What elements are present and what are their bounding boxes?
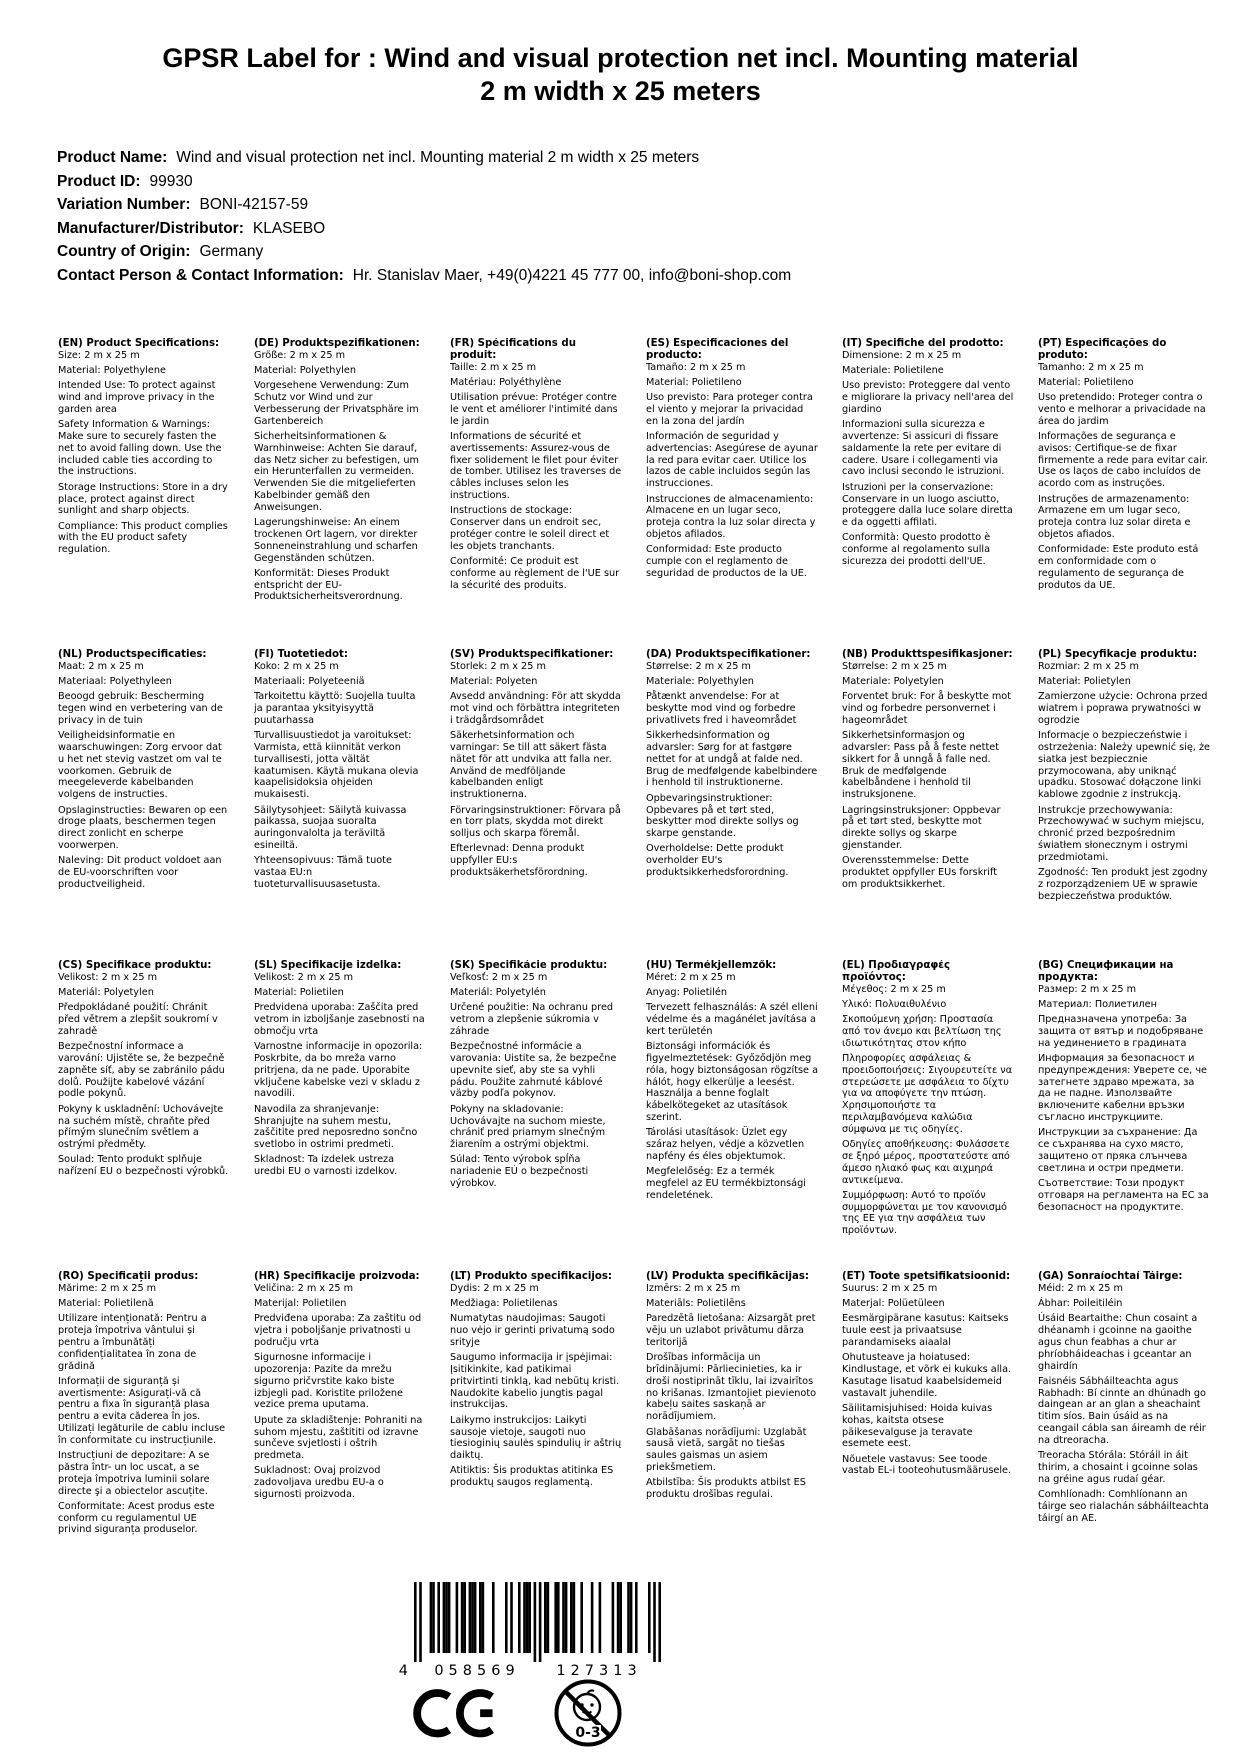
product-info-row [57,240,791,264]
spec-paragraph: Sigurnosne informacije i upozorenja: Pazite da mrežu sigurno pričvrstite kako biste izbjegli pad. Koristite priložene vezice prema uputama. [254,1352,404,1411]
language-spec-block-bg [1038,960,1210,1271]
spec-paragraph: Dydis: 2 m x 25 m [450,1282,539,1294]
language-spec-block-hu [646,960,818,1271]
spec-paragraph: Naleving: Dit product voldoet aan de EU-voorschriften voor productveiligheid. [58,855,222,890]
spec-paragraph: Predvidena uporaba: Zaščita pred vetrom in izboljšanje zasebnosti na območju vrta [254,1002,425,1037]
spec-paragraph: Instrucciones de almacenamiento: Almacene en un lugar seco, proteja contra la luz solar directa y objetos afilados. [646,493,816,540]
spec-paragraph: Istruzioni per la conservazione: Conservare in un luogo asciutto, proteggere dalla luce solare diretta e da oggetti affilati. [842,481,1013,529]
spec-paragraph: Materiál: Polyetylen [58,987,154,999]
language-spec-header: (HU) Termékjellemzők: [646,960,777,971]
spec-paragraph: Ábhar: Poileitiléin [1038,1298,1123,1310]
spec-paragraph: Skladnost: Ta izdelek ustreza uredbi EU o varnosti izdelkov. [254,1154,398,1178]
language-spec-block-fr [450,338,622,649]
product-info-value: KLASEBO [252,219,326,237]
spec-paragraph: Upute za skladištenje: Pohraniti na suhom mjestu, zaštititi od izravne sunčeve svjetlosti i oštrih predmeta. [254,1414,423,1462]
spec-paragraph: Størrelse: 2 m x 25 m [842,660,947,672]
spec-paragraph: Säilytysohjeet: Säilytä kuivassa paikassa, suojaa suoralta auringonvalolta ja teräviltä esineiltä. [254,804,407,851]
barcode [394,1582,664,1682]
language-spec-block-fi [254,649,426,960]
spec-paragraph: Material: Polietileno [1038,376,1134,388]
language-spec-block-nb [842,649,1014,960]
product-info-value: BONI-42157-59 [199,196,309,213]
language-spec-header: (EN) Product Specifications: [58,338,220,349]
language-spec-header: (IT) Specifiche del prodotto: [842,338,1004,349]
spec-paragraph: Säkerhetsinformation och varningar: Se till att säkert fästa nätet för att undvika att falla ner. Använd de medföljande kabelbanden enligt instruktionerna. [450,730,612,801]
spec-paragraph: Konformität: Dieses Produkt entspricht der EU-Produktsicherheitsverordnung. [254,567,403,603]
spec-paragraph: Conformité: Ce produit est conforme au règlement de l'UE sur la sécurité des produits. [450,556,620,591]
spec-paragraph: Velikost: 2 m x 25 m [254,971,354,983]
spec-paragraph: Drošības informācija un brīdinājumi: Pārliecinieties, ka ir droši nostiprināt tīklu, lai izvairītos no krišanas. Izmantojiet pievienoto kabeļu saites saskaņā ar norādījumiem. [646,1352,817,1423]
spec-paragraph: Material: Polyethylen [254,365,356,377]
language-spec-header: (PL) Specyfikacje produktu: [1038,649,1198,660]
language-spec-block-et [842,1271,1014,1582]
language-spec-header: (EL) Προδιαγραφές προϊόντος: [842,960,951,983]
spec-paragraph: Material: Polietileno [646,376,742,388]
spec-paragraph: Overholdelse: Dette produkt overholder EU's produktsikkerhedsforordning. [646,843,789,879]
spec-paragraph: Glabāšanas norādījumi: Uzglabāt sausā vietā, sargāt no tiešas saules gaismas un asiem priekšmetiem. [646,1426,807,1473]
spec-paragraph: Opbevaringsinstruktioner: Opbevares på et tørt sted, beskytter mod direkte sollys og skarpe genstande. [646,792,799,840]
spec-paragraph: Materiaali: Polyeteeniä [254,676,365,688]
barcode-left-digit: 4 [398,1663,408,1678]
spec-paragraph: Informacje o bezpieczeństwie i ostrzeżenia: Należy upewnić się, że siatka jest bezpiecznie przymocowana, aby uniknąć upadku. Stosować dołączone linki kablowe zgodnie z instrukcją. [1038,730,1210,801]
spec-paragraph: Οδηγίες αποθήκευσης: Φυλάσσετε σε ξηρό μέρος, προστατεύστε από άμεσο ηλιακό φως και αιχμηρά αντικείμενα. [842,1139,1010,1186]
spec-paragraph: Numatytas naudojimas: Saugoti nuo vėjo ir gerinti privatumą sodo srityje [450,1313,615,1348]
spec-paragraph: Materiale: Polyetylen [842,676,944,688]
product-info-label: Contact Person & Contact Information: [57,266,344,284]
spec-paragraph: Informations de sécurité et avertissements: Assurez-vous de fixer solidement le filet pour éviter de tomber. Utilisez les traverses de câbles incluses selon les instructions. [450,431,622,502]
product-info-row [57,193,791,217]
spec-paragraph: Bezpečnostní informace a varování: Ujistěte se, že bezpečně zapněte síť, aby se zabránilo pádu dolů. Použijte kabelové vázání podle pokynů. [58,1041,225,1100]
spec-paragraph: Sikkerhetsinformasjon og advarsler: Pass på å feste nettet sikkert for å unngå å falle ned. Bruk de medfølgende kabelbåndene i henhold til instruksjonene. [842,730,1000,801]
language-spec-block-cs [58,960,230,1271]
language-spec-header: (LV) Produkta specifikācijas: [646,1271,809,1282]
spec-paragraph: Storage Instructions: Store in a dry place, protect against direct sunlight and sharp objects. [58,481,228,517]
spec-paragraph: Storlek: 2 m x 25 m [450,660,546,672]
spec-paragraph: Instructions de stockage: Conserver dans un endroit sec, protéger contre le soleil direct et les objets tranchants. [450,505,610,552]
language-spec-header: (DE) Produktspezifikationen: [254,338,420,349]
spec-paragraph: Instruções de armazenamento: Armazene em um lugar seco, proteja contra luz solar direta e objetos afiados. [1038,493,1191,540]
spec-paragraph: Sukladnost: Ovaj proizvod zadovoljava uredbu EU-a o sigurnosti proizvoda. [254,1465,384,1501]
spec-paragraph: Velikost: 2 m x 25 m [58,971,158,983]
spec-paragraph: Eesmärgipärane kasutus: Kaitseks tuule eest ja privaatsuse parandamiseks aiaalal [842,1313,1009,1348]
spec-paragraph: Intended Use: To protect against wind and improve privacy in the garden area [58,380,216,415]
language-spec-header: (SL) Specifikacije izdelka: [254,960,402,971]
spec-paragraph: Størrelse: 2 m x 25 m [646,660,751,672]
spec-paragraph: Tamanho: 2 m x 25 m [1038,361,1144,373]
spec-paragraph: Sicherheitsinformationen & Warnhinweise: Achten Sie darauf, das Netz sicher zu befestigen, um ein Herunterfallen zu vermeiden. Verwenden Sie die mitgelieferten Kabelbinder gemäß den Anweisungen. [254,431,419,513]
spec-paragraph: Rozmiar: 2 m x 25 m [1038,660,1139,672]
language-spec-header: (SV) Produktspecifikationer: [450,649,614,660]
product-info-row [57,146,791,170]
spec-paragraph: Utilisation prévue: Protéger contre le vent et améliorer l'intimité dans le jardin [450,392,618,427]
spec-paragraph: Tarkoitettu käyttö: Suojella tuulta ja parantaa yksityisyyttä puutarhassa [254,691,416,726]
spec-paragraph: Conformidad: Este producto cumple con el reglamento de seguridad de productos de la UE. [646,544,807,579]
language-spec-header: (ES) Especificaciones del producto: [646,338,789,361]
spec-paragraph: Matériau: Polyéthylène [450,376,562,388]
spec-paragraph: Paredzētā lietošana: Aizsargāt pret vēju un uzlabot privātumu dārza teritorijā [646,1313,816,1348]
spec-paragraph: Materjal: Polüetüleen [842,1298,945,1310]
spec-paragraph: Informații de siguranță și avertismente: Asigurați-vă că pentru a fixa în siguranță plasa pentru a evita căderea în jos. Utilizați legăturile de cablu incluse în conformitate cu instrucțiunile. [58,1375,226,1446]
spec-paragraph: Určené použitie: Na ochranu pred vetrom a zlepšenie súkromia v záhrade [450,1002,614,1037]
spec-paragraph: Soulad: Tento produkt splňuje nařízení EU o bezpečnosti výrobků. [58,1154,229,1178]
spec-paragraph: Atitiktis: Šis produktas atitinka ES produktų saugos reglamentą. [450,1465,614,1489]
barcode-group1: 058569 [434,1663,520,1678]
spec-paragraph: Laikymo instrukcijos: Laikyti sausoje vietoje, saugoti nuo tiesioginių saulės spindulių ir aštrių daiktų. [450,1414,622,1462]
language-spec-header: (SK) Špecifikácie produktu: [450,960,608,971]
language-spec-header: (CS) Specifikace produktu: [58,960,212,971]
spec-paragraph: Bezpečnostné informácie a varovania: Uistite sa, že bezpečne upevnite sieť, aby ste sa vyhli pádu. Použite zahrnuté káblové väzby podľa pokynov. [450,1041,617,1100]
spec-paragraph: Материал: Полиетилен [1038,998,1157,1010]
language-spec-block-lt [450,1271,622,1582]
product-info-value: Hr. Stanislav Maer, +49(0)4221 45 777 00, info@boni-shop.com [352,266,792,284]
language-spec-block-en [58,338,230,649]
spec-paragraph: Informazioni sulla sicurezza e avvertenze: Si assicuri di fissare saldamente la rete per evitare di cadere. Usare i collegamenti via cavo inclusi secondo le istruzioni. [842,419,1005,478]
spec-paragraph: Dimensione: 2 m x 25 m [842,349,962,361]
age-warning-label: 0-3 [575,1725,601,1741]
spec-paragraph: Koko: 2 m x 25 m [254,660,339,672]
spec-paragraph: Συμμόρφωση: Αυτό το προϊόν συμμορφώνεται με τον κανονισμό της ΕΕ για την ασφάλεια των προϊόντων. [842,1189,1007,1237]
language-spec-block-lv [646,1271,818,1582]
spec-paragraph: Forventet bruk: For å beskytte mot vind og forbedre personvernet i hageområdet [842,691,1012,726]
spec-paragraph: Úsáid Beartaithe: Chun cosaint a dhéanamh i gcoinne na gaoithe agus chun feabhas a chur ar phríobháideachas i gceantar an ghairdín [1038,1313,1198,1372]
product-info-label: Variation Number: [57,196,191,213]
language-spec-block-hr [254,1271,426,1582]
spec-paragraph: Pokyny na skladovanie: Uchovávajte na suchom mieste, chrániť pred priamym slnečným žiarením a ostrými objektmi. [450,1103,606,1151]
spec-paragraph: Varnostne informacije in opozorila: Poskrbite, da bo mreža varno pritrjena, da ne pade. Uporabite vključene kabelske vezi v skladu z navodili. [254,1041,423,1100]
spec-paragraph: Μέγεθος: 2 m x 25 m [842,983,946,995]
spec-paragraph: Material: Polyeten [450,676,538,688]
spec-paragraph: Materijal: Polietilen [254,1298,347,1310]
spec-paragraph: Nõuetele vastavus: See toode vastab EL-i tooteohutusmäärusele. [842,1453,1012,1477]
spec-paragraph: Veličina: 2 m x 25 m [254,1282,354,1294]
page-title: GPSR Label for : Wind and visual protection net incl. Mounting material 2 m width x 25 meters [162,43,1079,106]
spec-paragraph: Méret: 2 m x 25 m [646,971,736,983]
product-info-label: Country of Origin: [57,243,191,260]
language-spec-header: (ET) Toote spetsifikatsioonid: [842,1271,1011,1282]
spec-paragraph: Σκοπούμενη χρήση: Προστασία από τον άνεμο και βελτίωση της ιδιωτικότητας στον κήπο [842,1014,1002,1049]
spec-paragraph: Materiale: Polietilene [842,365,944,377]
product-info-value: Wind and visual protection net incl. Mounting material 2 m width x 25 meters [176,149,700,166]
spec-paragraph: Инструкции за съхранение: Да се съхранява на сухо място, защитено от пряка слънчева светлина и остри предмети. [1038,1127,1198,1174]
language-spec-header: (LT) Produkto specifikacijos: [450,1271,612,1282]
language-spec-block-sk [450,960,622,1271]
product-info-row [57,170,791,194]
spec-paragraph: Zamierzone użycie: Ochrona przed wiatrem i poprawa prywatności w ogrodzie [1038,691,1208,726]
spec-paragraph: Izmērs: 2 m x 25 m [646,1282,741,1294]
spec-paragraph: Πληροφορίες ασφάλειας & προειδοποιήσεις: Σιγουρευτείτε να στερεώσετε με ασφάλεια το δίχτυ για να αποφύγετε την πτώση. Χρησιμοποιήστε τα περιλαμβανόμενα καλώδια σύμφωνα με τις οδηγίες. [842,1053,1013,1135]
spec-paragraph: Material: Polietilenă [58,1298,154,1310]
spec-paragraph: Предназначена употреба: За защита от вятър и подобряване на уединението в градината [1038,1014,1204,1049]
language-spec-block-nl [58,649,230,960]
spec-paragraph: Maat: 2 m x 25 m [58,660,144,672]
spec-paragraph: Suurus: 2 m x 25 m [842,1282,938,1294]
ce-mark-icon [402,1686,510,1742]
product-info-value: Germany [199,243,264,260]
spec-paragraph: Conformidade: Este produto está em conformidade com o regulamento de segurança de produtos da UE. [1038,544,1199,591]
language-spec-header: (NB) Produkttspesifikasjoner: [842,649,1013,660]
language-spec-header: (BG) Спецификации на продукта: [1038,960,1174,983]
spec-paragraph: Instrucțiuni de depozitare: A se păstra într- un loc uscat, a se proteja împotriva luminii solare directe şi a obiectelor ascuțite. [58,1450,210,1497]
spec-paragraph: Materiāls: Polietilēns [646,1298,746,1310]
spec-paragraph: Opslaginstructies: Bewaren op een droge plaats, beschermen tegen direct zonlicht en scherpe voorwerpen. [58,804,228,851]
product-info-label: Manufacturer/Distributor: [57,219,244,237]
spec-paragraph: Beoogd gebruik: Bescherming tegen wind en verbetering van de privacy in de tuin [58,691,223,726]
language-spec-block-de [254,338,426,649]
language-spec-block-sl [254,960,426,1271]
spec-paragraph: Größe: 2 m x 25 m [254,349,346,361]
spec-paragraph: Informações de segurança e avisos: Certifique-se de fixar firmemente a rede para evitar cair. Use os laços de cabo incluídos de acordo com as instruções. [1038,431,1209,490]
spec-paragraph: Avsedd användning: För att skydda mot vind och förbättra integriteten i trädgårdsområdet [450,691,621,726]
spec-paragraph: Material: Polietilen [254,987,344,999]
spec-paragraph: Megfelelőség: Ez a termék megfelel az EU termékbiztonsági rendeletének. [646,1166,806,1201]
spec-paragraph: Conformitate: Acest produs este conform cu regulamentul UE privind siguranța produselor. [58,1500,215,1536]
spec-paragraph: Lagerungshinweise: An einem trockenen Ort lagern, vor direkter Sonneneinstrahlung und scharfen Gegenständen schützen. [254,517,418,564]
language-spec-block-da [646,649,818,960]
product-info-value: 99930 [149,172,193,190]
barcode-ean13 [394,1582,664,1678]
spec-paragraph: Mărime: 2 m x 25 m [58,1282,157,1294]
spec-paragraph: Safety Information & Warnings: Make sure to securely fasten the net to avoid falling down. Use the included cable ties according to the instructions. [58,419,222,478]
spec-paragraph: Biztonsági információk és figyelmeztetések: Győződjön meg róla, hogy biztonságosan rögzítse a hálót, hogy elkerülje a leesést. Használja a benne foglalt kábelkötegeket az utasítások szerint. [646,1041,818,1124]
spec-paragraph: Anyag: Polietilén [646,987,727,999]
spec-paragraph: Lagringsinstruksjoner: Oppbevar på et tørt sted, beskytte mot direkte sollys og skarpe gjenstander. [842,804,1001,851]
spec-paragraph: Съответствие: Този продукт отговаря на регламента на ЕС за безопасност на продуктите. [1038,1178,1209,1213]
spec-paragraph: Materiaal: Polyethyleen [58,676,172,688]
spec-paragraph: Compliance: This product complies with the EU product safety regulation. [58,520,228,556]
spec-paragraph: Súlad: Tento výrobok spĺňa nariadenie EÚ o bezpečnosti výrobkov. [450,1154,589,1190]
spec-paragraph: Uso previsto: Proteggere dal vento e migliorare la privacy nell'area del giardino [842,380,1014,415]
spec-paragraph: Sikkerhedsinformation og advarsler: Sørg for at fastgøre nettet for at undgå at falde ned. Brug de medfølgende kabelbindere i henhold til instruktionerne. [646,730,818,789]
spec-paragraph: Utilizare intenționată: Pentru a proteja împotriva vântului și pentru a îmbunătăți confidențialitatea în zona de grădină [58,1313,207,1372]
spec-paragraph: Méid: 2 m x 25 m [1038,1282,1123,1294]
spec-paragraph: Materiał: Polietylen [1038,676,1131,688]
language-spec-header: (PT) Especificações do produto: [1038,338,1167,361]
language-spec-block-pt [1038,338,1210,649]
spec-paragraph: Uso previsto: Para proteger contra el viento y mejorar la privacidad en la zona del jardín [646,392,813,427]
spec-paragraph: Overensstemmelse: Dette produktet oppfyller EUs forskrift om produktsikkerhet. [842,855,998,890]
spec-paragraph: Atbilstība: Šis produkts atbilst ES produktu drošības regulai. [646,1477,806,1501]
spec-paragraph: Ohutusteave ja hoiatused: Kindlustage, et võrk ei kukuks alla. Kasutage lisatud kaabelsidemeid vastavalt juhendile. [842,1352,1012,1399]
language-spec-header: (GA) Sonraíochtaí Táirge: [1038,1271,1183,1282]
spec-paragraph: Veľkosť: 2 m x 25 m [450,971,548,983]
spec-paragraph: Materiál: Polyetylén [450,987,546,999]
spec-paragraph: Conformità: Questo prodotto è conforme al regolamento sulla sicurezza dei prodotti dell'UE. [842,532,991,568]
spec-paragraph: Efterlevnad: Denna produkt uppfyller EU:s produktsäkerhetsförordning. [450,843,588,879]
language-spec-header: (HR) Specifikacije proizvoda: [254,1271,420,1282]
product-info-row [57,217,791,241]
spec-paragraph: Zgodność: Ten produkt jest zgodny z rozporządzeniem UE w sprawie bezpieczeństwa produktów. [1038,867,1208,902]
spec-paragraph: Size: 2 m x 25 m [58,349,140,361]
product-info-label: Product ID: [57,172,141,190]
language-spec-block-ro [58,1271,230,1582]
language-spec-header: (FR) Spécifications du produit: [450,338,576,361]
product-info-block [57,146,791,287]
language-spec-block-ga [1038,1271,1210,1582]
language-spec-header: (NL) Productspecificaties: [58,649,207,660]
spec-paragraph: Размер: 2 m x 25 m [1038,983,1137,995]
spec-paragraph: Navodila za shranjevanje: Shranjujte na suhem mestu, zaščitite pred neposredno sončno svetlobo in ostrimi predmeti. [254,1103,418,1151]
spec-paragraph: Förvaringsinstruktioner: Förvara på en torr plats, skydda mot direkt solljus och skarpa föremål. [450,804,621,840]
spec-paragraph: Faisnéis Sábháilteachta agus Rabhadh: Bí cinnte an dhúnadh go daingean ar an glan a sheachaint titim síos. Bain úsáid as na ceangail cábla san áireamh de réir na dtreoracha. [1038,1375,1206,1446]
language-specs-grid [58,338,1210,1582]
barcode-group2: 127313 [556,1663,642,1678]
language-spec-block-pl [1038,649,1210,960]
spec-paragraph: Pokyny k uskladnění: Uchovávejte na suchém místě, chraňte před přímým slunečním světlem a ostrými předměty. [58,1103,224,1151]
spec-paragraph: Vorgesehene Verwendung: Zum Schutz vor Wind und zur Verbesserung der Privatsphäre im Gartenbereich [254,380,419,427]
spec-paragraph: Comhlíonadh: Comhlíonann an táirge seo rialachán sábháilteachta táirgí an AE. [1038,1489,1209,1524]
spec-paragraph: Medžiaga: Polietilenas [450,1298,558,1310]
spec-paragraph: Saugumo informacija ir įspėjimai: Įsitikinkite, kad patikimai pritvirtinti tinklą, kad nebūtų kristi. Naudokite kabelio jungtis pagal instrukcijas. [450,1352,620,1411]
age-warning-0-3-icon [552,1677,624,1749]
spec-paragraph: Säilitamisjuhised: Hoida kuivas kohas, kaitsta otsese päikesevalguse ja teravate esemete eest. [842,1402,993,1450]
spec-paragraph: Uso pretendido: Proteger contra o vento e melhorar a privacidade na área do jardim [1038,392,1206,427]
spec-paragraph: Tamaño: 2 m x 25 m [646,361,746,373]
language-spec-header: (RO) Specificații produs: [58,1271,199,1282]
language-spec-block-es [646,338,818,649]
barcode-bars [414,1582,661,1662]
language-spec-header: (FI) Tuotetiedot: [254,649,348,660]
spec-paragraph: Předpokládané použití: Chránit před větrem a zlepšit soukromí v zahradě [58,1002,218,1037]
language-spec-block-el [842,960,1014,1271]
spec-paragraph: Υλικό: Πολυαιθυλένιο [842,998,947,1010]
language-spec-block-it [842,338,1014,649]
spec-paragraph: Taille: 2 m x 25 m [450,361,537,373]
product-info-label: Product Name: [57,149,168,166]
spec-paragraph: Información de seguridad y advertencias: Asegúrese de ayunar la red para evitar caer. Utilice los lazos de cable incluidos según las instrucciones. [646,431,818,490]
spec-paragraph: Veiligheidsinformatie en waarschuwingen: Zorg ervoor dat u het net stevig vastzet om val te voorkomen. Gebruik de meegeleverde kabelbanden volgens de instructies. [58,730,222,801]
spec-paragraph: Tervezett felhasználás: A szél elleni védelme és a magánélet javítása a kert területén [646,1002,818,1037]
spec-paragraph: Treoracha Stórála: Stóráil in áit thirim, a chosaint i gcoinne solas na gréine agus rudaí géar. [1038,1450,1198,1485]
spec-paragraph: Materiale: Polyethylen [646,676,754,688]
spec-paragraph: Instrukcje przechowywania: Przechowywać w suchym miejscu, chronić przed bezpośrednim światłem słonecznym i ostrymi przedmiotami. [1038,804,1205,863]
spec-paragraph: Predviđena uporaba: Za zaštitu od vjetra i poboljšanje privatnosti u području vrta [254,1313,422,1348]
spec-paragraph: Turvallisuustiedot ja varoitukset: Varmista, että kiinnität verkon turvallisesti, jotta vältät kaatumisen. Käytä mukana olevia kaapelisidoksia ohjeiden mukaisesti. [254,730,419,801]
spec-paragraph: Tárolási utasítások: Üzlet egy száraz helyen, védje a közvetlen napfény és éles objektumok. [646,1127,805,1162]
product-info-row [57,264,791,288]
language-spec-block-sv [450,649,622,960]
spec-paragraph: Material: Polyethylene [58,365,166,377]
spec-paragraph: Påtænkt anvendelse: For at beskytte mod vind og forbedre privatlivets fred i haveområdet [646,691,797,726]
language-spec-header: (DA) Produktspecifikationer: [646,649,811,660]
spec-paragraph: Информация за безопасност и предупреждения: Уверете се, че затегнете здраво мрежата, за да не падне. Използвайте включените кабелни връзки съгласно инструкциите. [1038,1053,1207,1124]
spec-paragraph: Yhteensopivuus: Tämä tuote vastaa EU:n tuoteturvallisuusasetusta. [254,855,392,890]
